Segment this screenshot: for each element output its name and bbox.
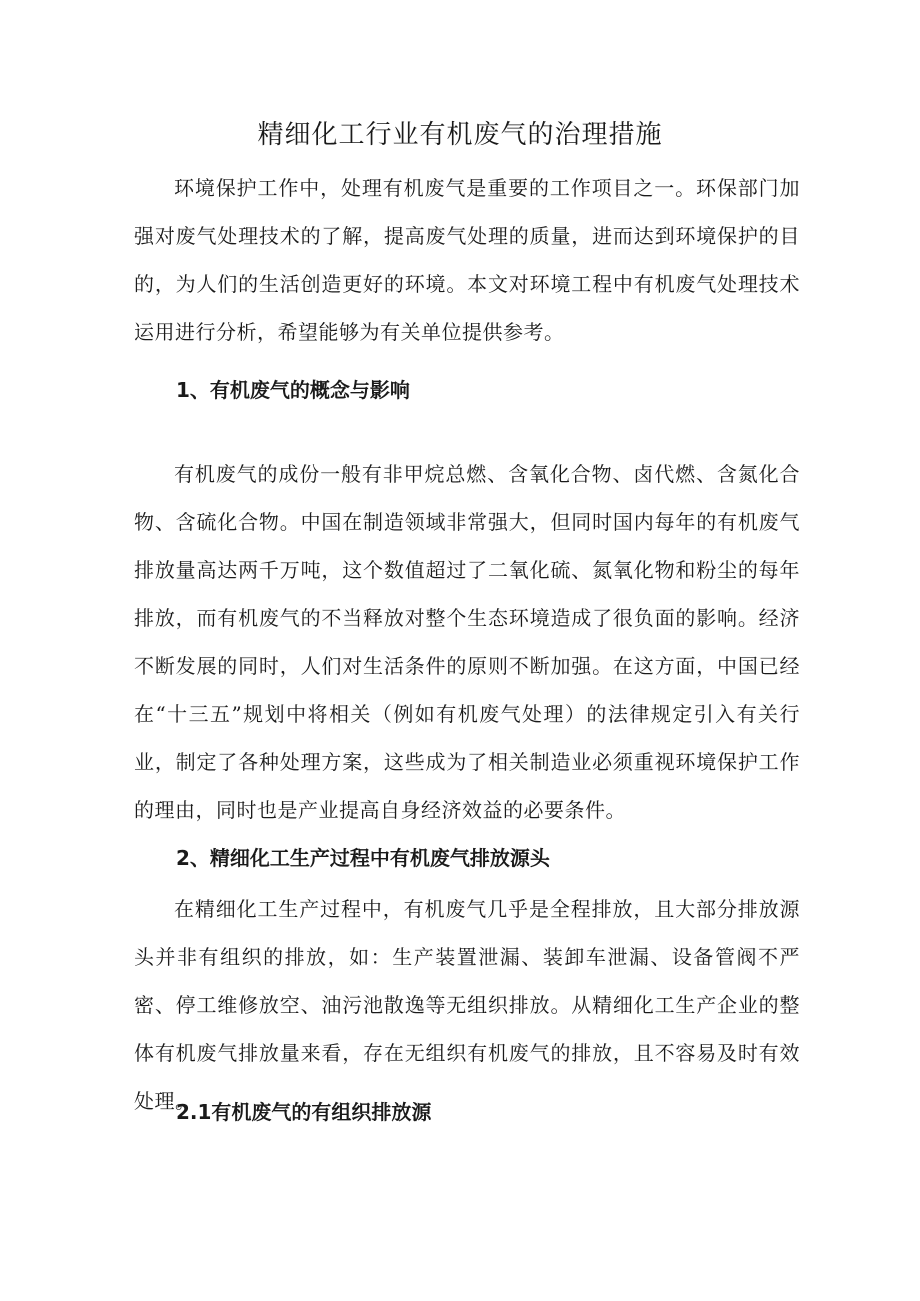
section-2-paragraph: 在精细化工生产过程中，有机废气几乎是全程排放，且大部分排放源头并非有组织的排放，如：生产装置泄漏、装卸车泄漏、设备管阀不严密、停工维修放空、油污池散逸等无组织排放。从精细化工生产企业的整体有机废气排放量来看，存在无组织有机废气的排放，且不容易及时有效处理。 [134,897,800,1113]
section-1-paragraph: 有机废气的成份一般有非甲烷总燃、含氧化合物、卤代燃、含氮化合物、含硫化合物。中国在制造领域非常强大，但同时国内每年的有机废气排放量高达两千万吨，这个数值超过了二氧化硫、氮氧化物和粉尘的每年排放，而有机废气的不当释放对整个生态环境造成了很负面的影响。经济不断发展的同时，人们对生活条件的原则不断加强。在这方面，中国已经在“十三五”规划中将相关（例如有机废气处理）的法律规定引入有关行业，制定了各种处理方案，这些成为了相关制造业必须重视环境保护工作的理由，同时也是产业提高自身经济效益的必要条件。 [134,462,800,822]
document-title: 精细化工行业有机废气的治理措施 [257,120,663,150]
section-2-1-heading: 2.1有机废气的有组织排放源 [176,1100,432,1124]
section-2-heading: 2、精细化工生产过程中有机废气排放源头 [176,846,550,870]
section-1-heading: 1、有机废气的概念与影响 [176,378,410,402]
intro-paragraph: 环境保护工作中，处理有机废气是重要的工作项目之一。环保部门加强对废气处理技术的了解，提高废气处理的质量，进而达到环境保护的目的，为人们的生活创造更好的环境。本文对环境工程中有机废气处理技术运用进行分析，希望能够为有关单位提供参考。 [134,176,800,344]
